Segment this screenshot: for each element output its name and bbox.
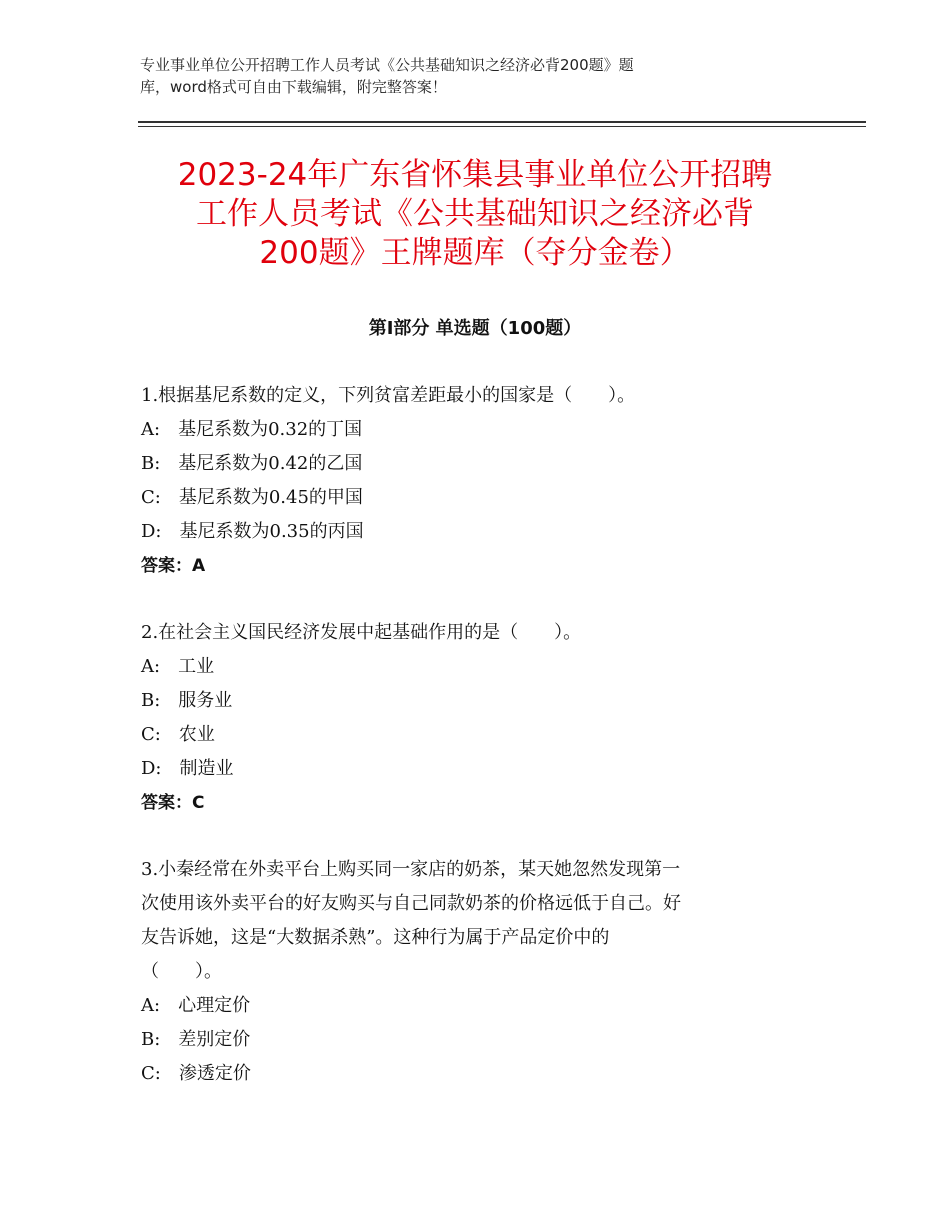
option-c: C: 农业 xyxy=(141,724,215,745)
section-title: 第Ⅰ部分 单选题（100题） xyxy=(368,318,582,339)
question-block xyxy=(141,379,831,583)
title-line: 200题》王牌题库（夺分金卷） xyxy=(259,235,691,271)
question-block xyxy=(141,616,831,820)
question-stem: 3.小秦经常在外卖平台上购买同一家店的奶茶，某天她忽然发现第一 xyxy=(141,859,681,880)
question-stem: 1.根据基尼系数的定义，下列贫富差距最小的国家是（ ）。 xyxy=(141,385,636,406)
option-a: A: 工业 xyxy=(141,656,215,677)
question-stem: 次使用该外卖平台的好友购买与自己同款奶茶的价格远低于自己。好 xyxy=(141,893,681,914)
header-note-line: 库，word格式可自由下载编辑，附完整答案！ xyxy=(140,78,447,96)
question-stem: 2.在社会主义国民经济发展中起基础作用的是（ ）。 xyxy=(141,622,582,643)
option-b: B: 差别定价 xyxy=(141,1029,251,1050)
question-stem: （ ）。 xyxy=(141,961,222,982)
title-line: 工作人员考试《公共基础知识之经济必背 xyxy=(196,196,754,232)
header-note-line: 专业事业单位公开招聘工作人员考试《公共基础知识之经济必背200题》题 xyxy=(140,56,634,74)
option-d: D: 基尼系数为0.35的丙国 xyxy=(141,521,364,542)
document-title xyxy=(120,156,830,273)
title-line: 2023-24年广东省怀集县事业单位公开招聘 xyxy=(177,157,773,193)
answer-line: 答案：C xyxy=(141,793,205,813)
option-c: C: 渗透定价 xyxy=(141,1063,251,1084)
header-rule-thick xyxy=(138,121,866,123)
question-list xyxy=(141,379,831,1091)
option-a: A: 心理定价 xyxy=(141,995,251,1016)
question-block xyxy=(141,853,831,1091)
option-d: D: 制造业 xyxy=(141,758,234,779)
option-b: B: 服务业 xyxy=(141,690,233,711)
answer-line: 答案：A xyxy=(141,556,206,576)
header-rule-thin xyxy=(138,126,866,127)
option-c: C: 基尼系数为0.45的甲国 xyxy=(141,487,363,508)
header-note xyxy=(140,54,780,98)
question-stem: 友告诉她，这是“大数据杀熟”。这种行为属于产品定价中的 xyxy=(141,927,610,948)
option-b: B: 基尼系数为0.42的乙国 xyxy=(141,453,363,474)
option-a: A: 基尼系数为0.32的丁国 xyxy=(141,419,363,440)
